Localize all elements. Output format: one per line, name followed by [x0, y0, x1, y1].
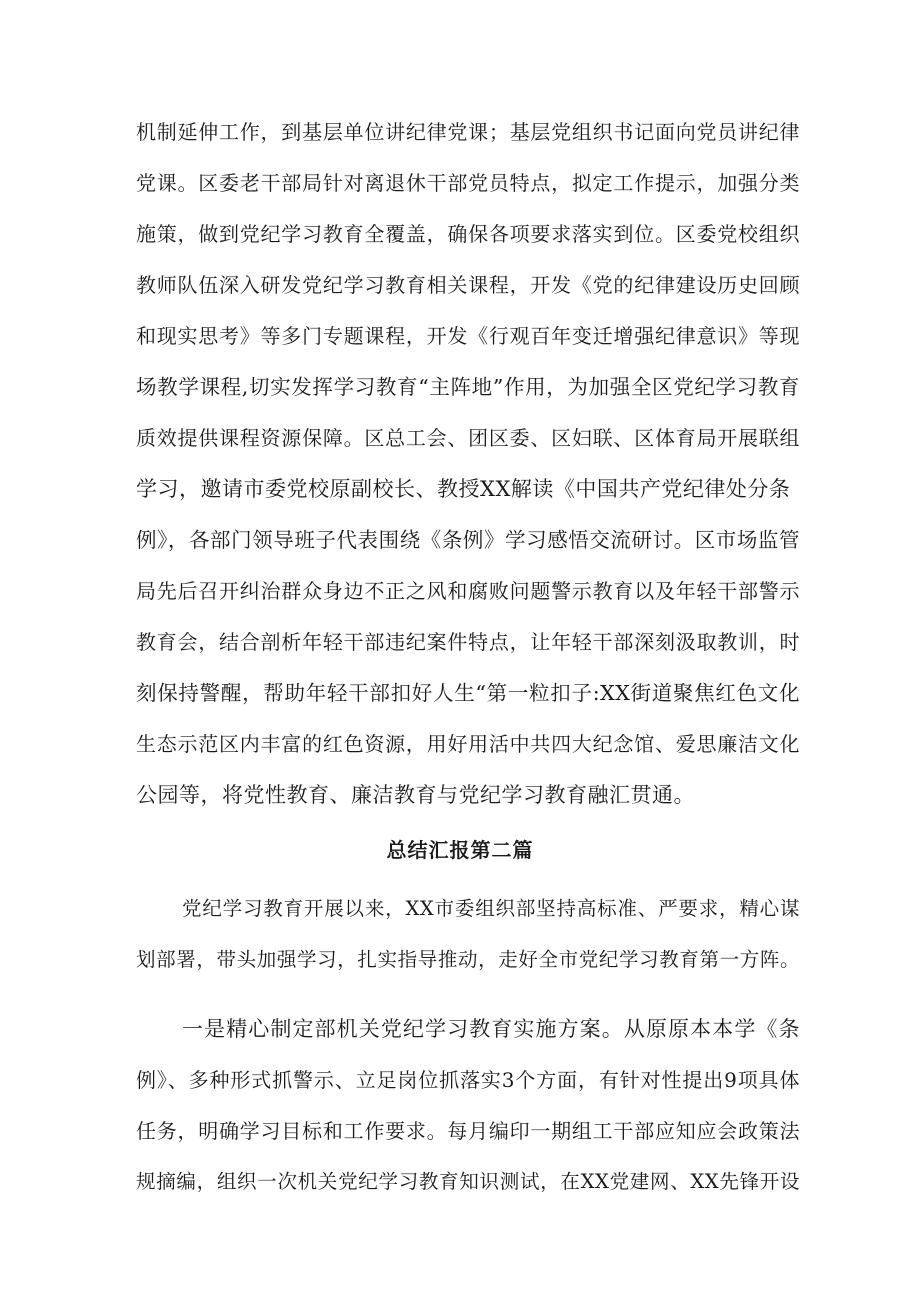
paragraph-line: 一是精心制定部机关党纪学习教育实施方案。从原原本本学《条: [182, 1017, 800, 1041]
paragraph-line: 和现实思考》等多门专题课程，开发《行观百年变迁增强纪律意识》等现: [136, 324, 800, 348]
paragraph-line: 规摘编，组织一次机关党纪学习教育知识测试，在XX党建网、XX先锋开设: [136, 1170, 800, 1193]
paragraph-line: 刻保持警醒，帮助年轻干部扣好人生“第一粒扣子:XX街道聚焦红色文化: [136, 681, 800, 705]
paragraph-line: 学习，邀请市委党校原副校长、教授XX解读《中国共产党纪律处分条: [136, 477, 791, 501]
paragraph-line: 例》、多种形式抓警示、立足岗位抓落实3个方面，有针对性提出9项具体: [136, 1068, 800, 1092]
paragraph-line: 机制延伸工作，到基层单位讲纪律党课；基层党组织书记面向党员讲纪律: [136, 120, 800, 144]
paragraph-line: 场教学课程,切实发挥学习教育“主阵地”作用，为加强全区党纪学习教育: [136, 375, 800, 399]
paragraph-line: 教师队伍深入研发党纪学习教育相关课程，开发《党的纪律建设历史回顾: [136, 273, 800, 297]
paragraph-line: 党课。区委老干部局针对离退休干部党员特点，拟定工作提示，加强分类: [136, 171, 800, 195]
paragraph-line: 教育会，结合剖析年轻干部违纪案件特点，让年轻干部深刻汲取教训，时: [136, 630, 800, 654]
paragraph-line: 党纪学习教育开展以来，XX市委组织部坚持高标准、严要求，精心谋: [182, 897, 800, 920]
paragraph-line: 施策，做到党纪学习教育全覆盖，确保各项要求落实到位。区委党校组织: [136, 222, 800, 246]
paragraph-line: 质效提供课程资源保障。区总工会、团区委、区妇联、区体育局开展联组: [136, 426, 800, 450]
paragraph-line: 划部署，带头加强学习，扎实指导推动，走好全市党纪学习教育第一方阵。: [136, 948, 800, 971]
section-heading: 总结汇报第二篇: [386, 838, 534, 862]
paragraph-line: 生态示范区内丰富的红色资源，用好用活中共四大纪念馆、爱思廉洁文化: [136, 732, 800, 756]
paragraph-line: 任务，明确学习目标和工作要求。每月编印一期组工干部应知应会政策法: [136, 1119, 800, 1143]
paragraph-line: 公园等，将党性教育、廉洁教育与党纪学习教育融汇贯通。: [136, 783, 695, 807]
paragraph-line: 例》，各部门领导班子代表围绕《条例》学习感悟交流研讨。区市场监管: [136, 528, 800, 552]
paragraph-line: 局先后召开纠治群众身边不正之风和腐败问题警示教育以及年轻干部警示: [136, 579, 800, 603]
